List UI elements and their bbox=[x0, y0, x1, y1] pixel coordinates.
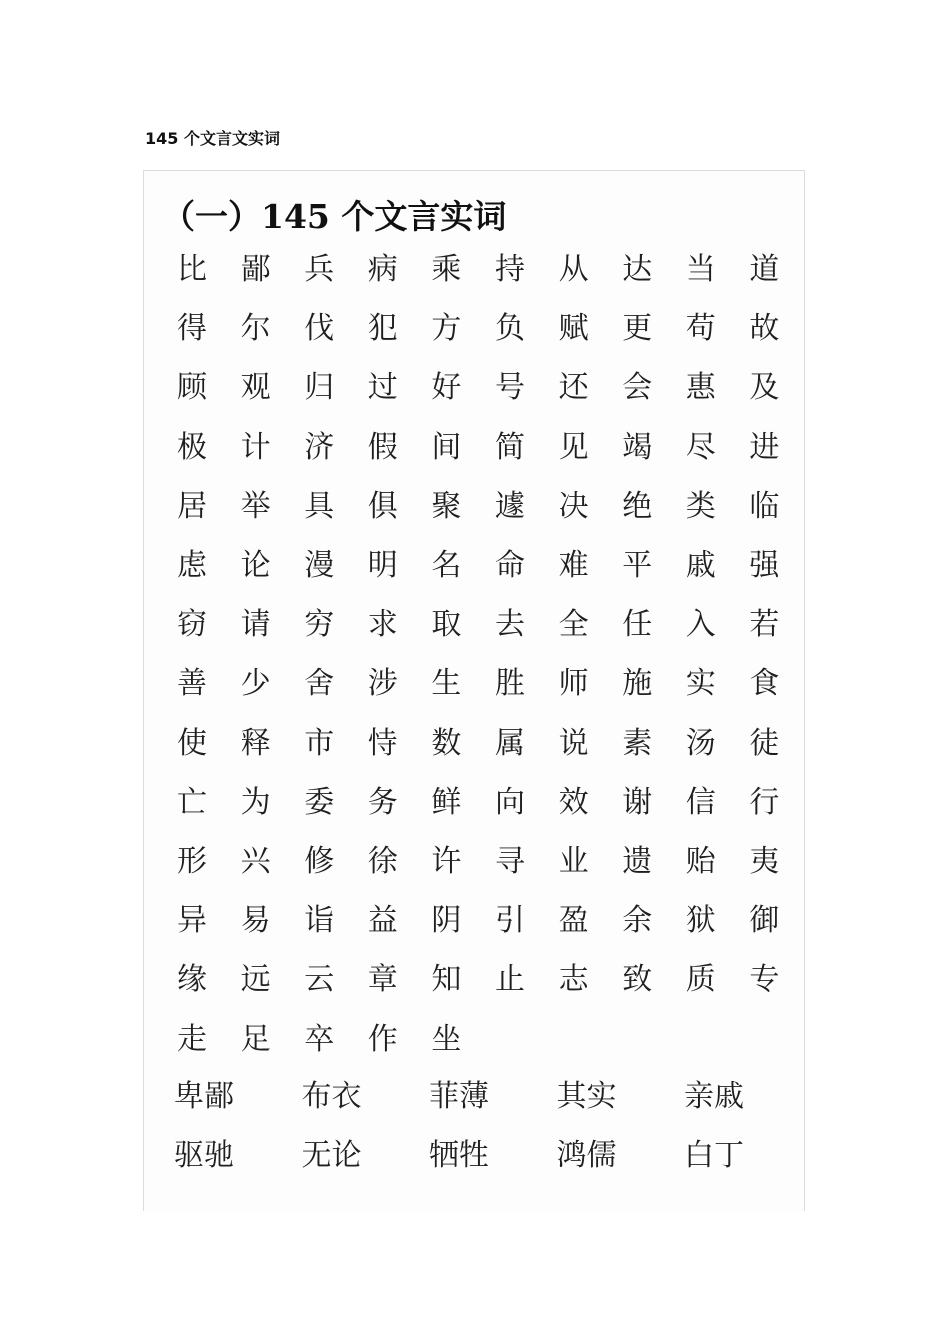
vocab-character: 效 bbox=[558, 784, 589, 820]
vocab-word: 布衣 bbox=[301, 1079, 362, 1114]
vocab-character: 苟 bbox=[685, 311, 716, 347]
vocab-character: 求 bbox=[367, 607, 398, 643]
vocab-character: 方 bbox=[431, 311, 462, 347]
vocab-character: 名 bbox=[431, 548, 462, 583]
vocab-character: 恃 bbox=[367, 725, 398, 761]
vocab-character: 赋 bbox=[558, 311, 589, 347]
vocab-character: 夷 bbox=[749, 844, 780, 879]
vocab-character: 明 bbox=[367, 548, 398, 583]
vocab-character: 亡 bbox=[177, 784, 207, 820]
vocab-character: 请 bbox=[240, 607, 271, 643]
vocab-character: 远 bbox=[240, 962, 271, 998]
vocab-character: 观 bbox=[240, 370, 271, 406]
vocab-character: 聚 bbox=[431, 488, 462, 524]
vocab-character: 生 bbox=[431, 666, 462, 702]
vocab-character: 谢 bbox=[622, 784, 653, 820]
vocab-character: 临 bbox=[749, 488, 780, 524]
vocab-character: 务 bbox=[367, 784, 398, 820]
vocab-character: 专 bbox=[749, 962, 780, 998]
vocab-character: 及 bbox=[749, 370, 780, 406]
vocab-character: 取 bbox=[431, 607, 462, 643]
vocab-character: 致 bbox=[622, 962, 653, 998]
vocab-character: 道 bbox=[749, 252, 780, 287]
vocab-character: 余 bbox=[622, 903, 653, 939]
vocab-character: 论 bbox=[240, 548, 271, 583]
vocab-character: 会 bbox=[622, 370, 653, 406]
vocab-character: 得 bbox=[177, 311, 207, 347]
vocab-character: 委 bbox=[304, 784, 335, 820]
vocab-character: 使 bbox=[177, 725, 207, 761]
vocab-character: 全 bbox=[558, 607, 589, 643]
vocab-character: 益 bbox=[367, 903, 398, 939]
vocab-character: 惠 bbox=[685, 370, 716, 406]
vocab-character: 卒 bbox=[304, 1021, 335, 1057]
vocab-character: 达 bbox=[622, 252, 653, 287]
vocab-character: 从 bbox=[558, 252, 589, 287]
vocab-character: 易 bbox=[240, 903, 271, 939]
vocab-character: 实 bbox=[685, 666, 716, 702]
vocab-character: 过 bbox=[367, 370, 398, 406]
vocab-character: 形 bbox=[177, 844, 207, 879]
vocab-character: 穷 bbox=[304, 607, 335, 643]
vocab-character: 平 bbox=[622, 548, 653, 583]
vocab-character: 释 bbox=[240, 725, 271, 761]
page-heading: 145 个文言文实词 bbox=[145, 129, 280, 148]
vocab-character: 戚 bbox=[685, 548, 716, 583]
vocab-character: 狱 bbox=[685, 903, 716, 939]
vocab-character: 去 bbox=[495, 607, 525, 643]
vocab-character: 间 bbox=[431, 429, 462, 465]
vocab-character: 负 bbox=[495, 311, 525, 347]
vocab-character: 章 bbox=[367, 962, 398, 998]
vocab-character: 足 bbox=[240, 1021, 271, 1057]
vocab-character: 向 bbox=[495, 784, 525, 820]
vocab-character: 济 bbox=[304, 429, 335, 465]
vocab-character: 阴 bbox=[431, 903, 462, 939]
vocab-character: 涉 bbox=[367, 666, 398, 702]
vocab-character: 进 bbox=[749, 429, 780, 465]
vocab-character: 舍 bbox=[304, 666, 335, 702]
vocab-character: 顾 bbox=[177, 370, 207, 406]
vocab-character: 许 bbox=[431, 844, 462, 879]
vocab-character: 比 bbox=[177, 252, 207, 287]
vocab-character: 类 bbox=[685, 488, 716, 524]
vocab-character: 信 bbox=[685, 784, 716, 820]
vocab-character: 异 bbox=[177, 903, 207, 939]
vocab-character: 极 bbox=[177, 429, 207, 465]
vocab-character: 作 bbox=[367, 1021, 398, 1057]
vocab-character: 质 bbox=[685, 962, 716, 998]
vocab-character: 居 bbox=[177, 488, 207, 524]
vocab-character: 兴 bbox=[240, 844, 271, 879]
vocab-character: 见 bbox=[558, 429, 589, 465]
vocab-character: 施 bbox=[622, 666, 653, 702]
vocab-character: 具 bbox=[304, 488, 335, 524]
vocab-character: 故 bbox=[749, 311, 780, 347]
vocab-character: 少 bbox=[240, 666, 271, 702]
vocab-character: 坐 bbox=[431, 1021, 462, 1057]
vocab-character: 御 bbox=[749, 903, 780, 939]
vocab-character: 强 bbox=[749, 548, 780, 583]
vocab-character: 虑 bbox=[177, 548, 207, 583]
vocab-character: 志 bbox=[558, 962, 589, 998]
vocab-character: 伐 bbox=[304, 311, 335, 347]
vocab-character: 遽 bbox=[495, 488, 525, 524]
vocab-character: 俱 bbox=[367, 488, 398, 524]
vocab-character: 归 bbox=[304, 370, 335, 406]
vocab-word: 其实 bbox=[556, 1079, 617, 1114]
vocab-character: 难 bbox=[558, 548, 589, 583]
vocab-character: 市 bbox=[304, 725, 335, 761]
vocab-character: 兵 bbox=[304, 252, 335, 287]
vocab-word: 亲戚 bbox=[684, 1079, 744, 1114]
vocab-word: 牺牲 bbox=[429, 1138, 489, 1173]
vocab-character: 属 bbox=[495, 725, 525, 761]
vocab-character: 好 bbox=[431, 370, 462, 406]
vocab-character: 诣 bbox=[304, 903, 335, 939]
vocab-character: 犯 bbox=[367, 311, 398, 347]
vocab-character: 汤 bbox=[685, 725, 716, 761]
vocab-character: 漫 bbox=[304, 548, 335, 583]
vocab-character: 贻 bbox=[685, 844, 716, 879]
vocab-character: 更 bbox=[622, 311, 653, 347]
vocab-character: 命 bbox=[495, 548, 525, 583]
vocab-character: 绝 bbox=[622, 488, 653, 524]
vocab-word: 无论 bbox=[301, 1138, 362, 1173]
vocab-character: 云 bbox=[304, 962, 335, 998]
vocab-character: 尽 bbox=[685, 429, 716, 465]
vocab-word: 白丁 bbox=[684, 1138, 744, 1173]
scan-title: （一）145 个文言实词 bbox=[162, 197, 507, 236]
vocab-character: 师 bbox=[558, 666, 589, 702]
vocab-character: 鄙 bbox=[240, 252, 271, 287]
vocab-character: 病 bbox=[367, 252, 398, 287]
vocab-character: 竭 bbox=[622, 429, 653, 465]
vocab-word: 驱驰 bbox=[174, 1138, 234, 1173]
vocab-character: 任 bbox=[622, 607, 653, 643]
vocab-character: 止 bbox=[495, 962, 525, 998]
vocab-character: 食 bbox=[749, 666, 780, 702]
vocab-character: 为 bbox=[240, 784, 271, 820]
scanned-vocabulary-image bbox=[143, 170, 805, 1211]
vocab-character: 胜 bbox=[495, 666, 525, 702]
vocab-character: 举 bbox=[240, 488, 271, 524]
vocab-character: 业 bbox=[558, 844, 589, 879]
vocab-character: 修 bbox=[304, 844, 335, 879]
vocab-character: 持 bbox=[495, 252, 525, 287]
vocab-character: 决 bbox=[558, 488, 589, 524]
vocab-character: 徒 bbox=[749, 725, 780, 761]
vocab-character: 说 bbox=[558, 725, 589, 761]
vocab-character: 知 bbox=[431, 962, 462, 998]
vocab-character: 盈 bbox=[558, 903, 589, 939]
vocab-character: 鲜 bbox=[431, 784, 462, 820]
vocab-character: 若 bbox=[749, 607, 780, 643]
vocab-character: 计 bbox=[240, 429, 271, 465]
vocab-character: 走 bbox=[177, 1021, 207, 1057]
vocab-word: 菲薄 bbox=[429, 1079, 489, 1114]
vocab-character: 还 bbox=[558, 370, 589, 406]
vocab-word: 鸿儒 bbox=[556, 1138, 617, 1173]
vocab-character: 简 bbox=[495, 429, 525, 465]
vocab-character: 引 bbox=[495, 903, 525, 939]
vocab-character: 行 bbox=[749, 784, 780, 820]
vocab-word: 卑鄙 bbox=[174, 1079, 234, 1114]
vocab-character: 当 bbox=[685, 252, 716, 287]
vocab-character: 乘 bbox=[431, 252, 462, 287]
vocab-character: 窃 bbox=[177, 607, 207, 643]
vocab-character: 入 bbox=[685, 607, 716, 643]
vocab-character: 假 bbox=[367, 429, 398, 465]
vocab-character: 寻 bbox=[495, 844, 525, 879]
vocab-character: 善 bbox=[177, 666, 207, 702]
vocab-character: 徐 bbox=[367, 844, 398, 879]
vocab-character: 缘 bbox=[177, 962, 207, 998]
vocab-character: 数 bbox=[431, 725, 462, 761]
vocab-character: 素 bbox=[622, 725, 653, 761]
vocab-character: 尔 bbox=[240, 311, 271, 347]
vocab-character: 号 bbox=[495, 370, 525, 406]
vocab-character: 遗 bbox=[622, 844, 653, 879]
